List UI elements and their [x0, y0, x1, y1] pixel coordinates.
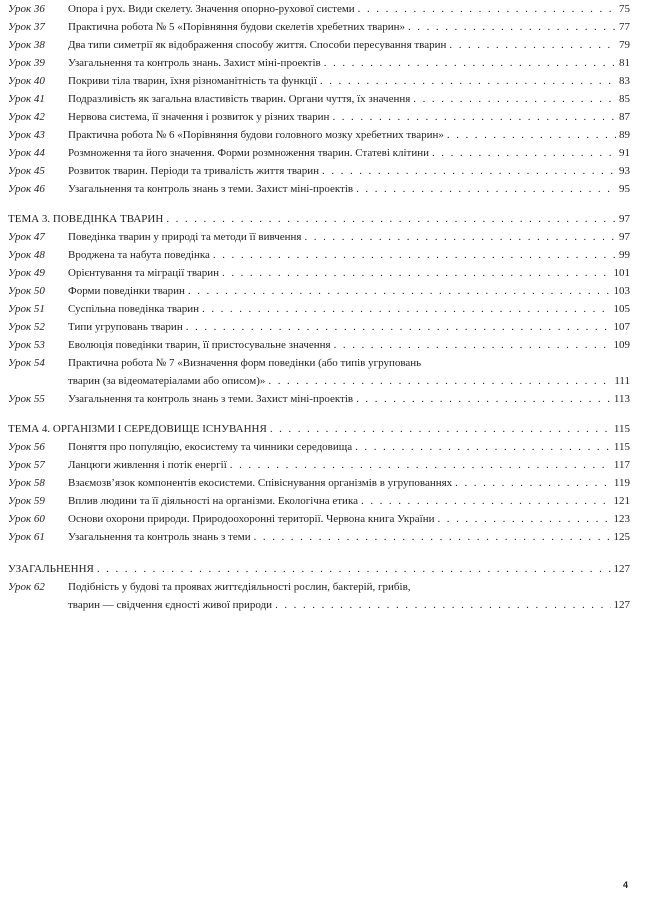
leader-dots	[222, 264, 610, 282]
lesson-label: Урок 47	[8, 231, 45, 243]
leader-dots	[166, 210, 616, 228]
toc-entry	[8, 18, 630, 36]
leader-dots	[447, 126, 616, 144]
page-ref: 95	[619, 183, 630, 195]
leader-dots	[437, 510, 610, 528]
leader-dots	[355, 438, 611, 456]
lesson-label: Урок 57	[8, 459, 45, 471]
page-ref: 87	[619, 111, 630, 123]
leader-dots	[358, 0, 616, 18]
lesson-label: Урок 50	[8, 285, 45, 297]
leader-dots	[413, 90, 616, 108]
lesson-label: Урок 61	[8, 531, 45, 543]
entry-title-line1: Подібність у будові та проявах життєдіяльності рослин, бактерій, грибів,	[68, 581, 411, 593]
lessons-group-a	[8, 0, 630, 198]
page-ref: 127	[613, 563, 630, 575]
leader-dots	[324, 54, 616, 72]
page-ref: 127	[613, 599, 630, 611]
leader-dots	[432, 144, 616, 162]
page-ref: 107	[613, 321, 630, 333]
toc-entry	[8, 438, 630, 456]
entry-title: Суспільна поведінка тварин	[68, 303, 200, 315]
toc-entry	[8, 162, 630, 180]
page-ref: 89	[619, 129, 630, 141]
page-ref: 111	[614, 375, 630, 387]
lesson-label: Урок 54	[8, 357, 45, 369]
leader-dots	[356, 390, 611, 408]
page-ref: 85	[619, 93, 630, 105]
entry-title: Поведінка тварин у природі та методи її вивчення	[68, 231, 302, 243]
lesson-label: Урок 40	[8, 75, 45, 87]
toc-entry	[8, 108, 630, 126]
page-ref: 79	[619, 39, 630, 51]
toc-entry	[8, 36, 630, 54]
toc-entry	[8, 228, 630, 246]
lesson-label: Урок 44	[8, 147, 45, 159]
leader-dots	[305, 228, 617, 246]
toc-entry	[8, 336, 630, 354]
toc-entry	[8, 456, 630, 474]
leader-dots	[275, 596, 610, 614]
toc-entry	[8, 264, 630, 282]
toc-entry	[8, 90, 630, 108]
toc-entry	[8, 180, 630, 198]
lesson-label: Урок 43	[8, 129, 45, 141]
toc-entry-lesson-62	[8, 578, 630, 614]
page-ref: 77	[619, 21, 630, 33]
entry-title: Узагальнення та контроль знань з теми. Захист міні-проектів	[68, 393, 354, 405]
toc-entry	[8, 0, 630, 18]
page-ref: 101	[613, 267, 630, 279]
lesson-label: Урок 52	[8, 321, 45, 333]
entry-title: Узагальнення та контроль знань з теми. Захист міні-проектів	[68, 183, 354, 195]
lesson-label: Урок 51	[8, 303, 45, 315]
toc-entry	[8, 300, 630, 318]
lesson-label: Урок 36	[8, 3, 45, 15]
lesson-label: Урок 38	[8, 39, 45, 51]
page-ref: 105	[613, 303, 630, 315]
leader-dots	[356, 180, 616, 198]
entry-title: Нервова система, її значення і розвиток у різних тварин	[68, 111, 330, 123]
leader-dots	[213, 246, 616, 264]
lesson-label: Урок 58	[8, 477, 45, 489]
leader-dots	[270, 420, 611, 438]
page-ref: 121	[613, 495, 630, 507]
entry-title-line2: тварин — свідчення єдності живої природи	[68, 599, 273, 611]
leader-dots	[322, 162, 616, 180]
page-ref: 119	[613, 477, 630, 489]
toc-entry	[8, 54, 630, 72]
entry-title-line2: тварин (за відеоматеріалами або описом)»	[68, 375, 266, 387]
page-ref: 115	[613, 423, 630, 435]
page-number: 4	[622, 880, 628, 890]
entry-title: Практична робота № 5 «Порівняння будови скелетів хребетних тварин»	[68, 21, 405, 33]
summary-heading	[8, 560, 630, 578]
theme-4-heading	[8, 420, 630, 438]
page-ref: 115	[613, 441, 630, 453]
page-ref: 113	[613, 393, 630, 405]
entry-title: Основи охорони природи. Природоохоронні території. Червона книга України	[68, 513, 435, 525]
lesson-label: Урок 41	[8, 93, 45, 105]
leader-dots	[361, 492, 610, 510]
entry-title: Еволюція поведінки тварин, її пристосувальне значення	[68, 339, 331, 351]
entry-title: Розвиток тварин. Періоди та тривалість життя тварин	[68, 165, 320, 177]
page-ref: 109	[613, 339, 630, 351]
entry-title: Подразливість як загальна властивість тварин. Органи чуття, їх значення	[68, 93, 411, 105]
toc-entry	[8, 126, 630, 144]
lesson-label: Урок 37	[8, 21, 45, 33]
lesson-label: Урок 46	[8, 183, 45, 195]
entry-title: Узагальнення та контроль знань. Захист міні-проектів	[68, 57, 321, 69]
lesson-label: Урок 45	[8, 165, 45, 177]
page-ref: 125	[613, 531, 630, 543]
entry-title: Вроджена та набута поведінка	[68, 249, 210, 261]
leader-dots	[202, 300, 610, 318]
entry-title: Покриви тіла тварин, їхня різноманітність та функції	[68, 75, 317, 87]
entry-title-line1: Практична робота № 7 «Визначення форм поведінки (або типів угруповань	[68, 357, 422, 369]
lessons-group-b	[8, 228, 630, 354]
leader-dots	[97, 560, 611, 578]
leader-dots	[254, 528, 611, 546]
leader-dots	[320, 72, 616, 90]
entry-title: Взаємозв’язок компонентів екосистеми. Співіснування організмів в угрупованнях	[68, 477, 453, 489]
toc-entry	[8, 474, 630, 492]
toc-entry	[8, 246, 630, 264]
lesson-label: Урок 60	[8, 513, 45, 525]
lesson-label: Урок 56	[8, 441, 45, 453]
lesson-label: Урок 55	[8, 393, 45, 405]
leader-dots	[449, 36, 616, 54]
leader-dots	[188, 282, 611, 300]
page-ref: 123	[613, 513, 630, 525]
entry-title: Ланцюги живлення і потік енергії	[68, 459, 227, 471]
toc-entry-lesson-55	[8, 390, 630, 408]
lesson-label: Урок 42	[8, 111, 45, 123]
page-ref: 81	[619, 57, 630, 69]
theme-title: ТЕМА 4. ОРГАНІЗМИ І СЕРЕДОВИЩЕ ІСНУВАННЯ	[8, 423, 267, 435]
page-ref: 93	[619, 165, 630, 177]
leader-dots	[408, 18, 616, 36]
lessons-group-c	[8, 438, 630, 546]
leader-dots	[230, 456, 611, 474]
lesson-label: Урок 39	[8, 57, 45, 69]
table-of-contents	[8, 0, 630, 614]
lesson-label: Урок 62	[8, 581, 45, 593]
entry-title: Два типи симетрії як відображення способу життя. Способи пересування тварин	[68, 39, 447, 51]
entry-title: Поняття про популяцію, екосистему та чинники середовища	[68, 441, 353, 453]
toc-entry	[8, 528, 630, 546]
toc-entry	[8, 282, 630, 300]
toc-entry	[8, 510, 630, 528]
leader-dots	[334, 336, 611, 354]
entry-title: Узагальнення та контроль знань з теми	[68, 531, 251, 543]
page-ref: 117	[613, 459, 630, 471]
leader-dots	[455, 474, 611, 492]
entry-title: Вплив людини та її діяльності на організми. Екологічна етика	[68, 495, 359, 507]
lesson-label: Урок 53	[8, 339, 45, 351]
toc-entry	[8, 72, 630, 90]
page-ref: 97	[619, 231, 630, 243]
entry-title: Опора і рух. Види скелету. Значення опорно-рухової системи	[68, 3, 355, 15]
page-ref: 91	[619, 147, 630, 159]
page-ref: 83	[619, 75, 630, 87]
toc-entry	[8, 144, 630, 162]
page-ref: 103	[613, 285, 630, 297]
page-ref: 99	[619, 249, 630, 261]
page-ref: 75	[619, 3, 630, 15]
lesson-label: Урок 48	[8, 249, 45, 261]
leader-dots	[332, 108, 616, 126]
entry-title: Розмноження та його значення. Форми розмноження тварин. Статеві клітини	[68, 147, 429, 159]
toc-entry	[8, 318, 630, 336]
leader-dots	[186, 318, 611, 336]
toc-entry-lesson-54	[8, 354, 630, 390]
leader-dots	[268, 372, 611, 390]
theme-title: ТЕМА 3. ПОВЕДІНКА ТВАРИН	[8, 213, 164, 225]
lesson-label: Урок 59	[8, 495, 45, 507]
lesson-label: Урок 49	[8, 267, 45, 279]
page-ref: 97	[619, 213, 630, 225]
theme-3-heading	[8, 210, 630, 228]
toc-entry	[8, 492, 630, 510]
entry-title: Форми поведінки тварин	[68, 285, 185, 297]
summary-title: УЗАГАЛЬНЕННЯ	[8, 563, 94, 575]
entry-title: Практична робота № 6 «Порівняння будови головного мозку хребетних тварин»	[68, 129, 444, 141]
entry-title: Орієнтування та міграції тварин	[68, 267, 220, 279]
entry-title: Типи угруповань тварин	[68, 321, 183, 333]
